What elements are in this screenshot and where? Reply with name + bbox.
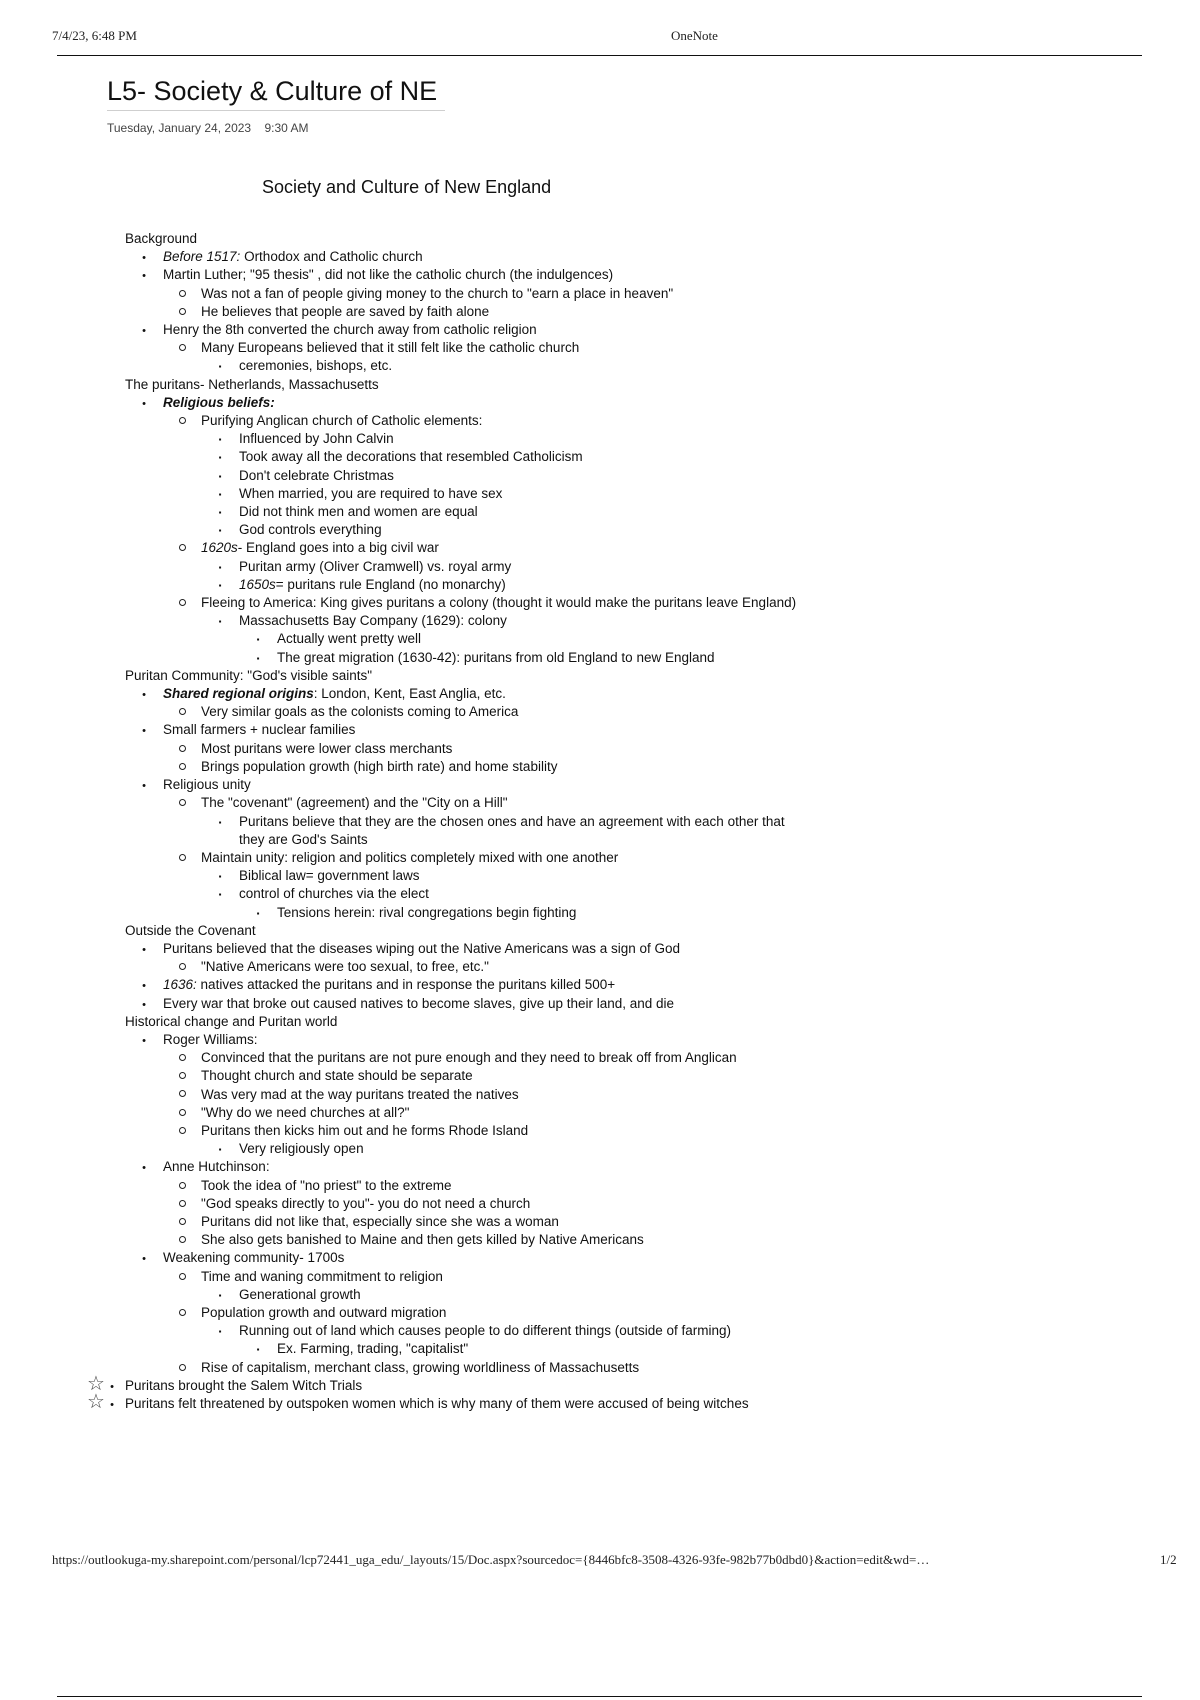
print-app-name: OneNote [671, 28, 718, 43]
outline-item-text: Puritan army (Oliver Cramwell) vs. royal army [239, 558, 512, 574]
outline-item[interactable] [125, 776, 805, 794]
outline-item-text: 1650s= puritans rule England (no monarchy) [239, 576, 506, 592]
bullet-icon [125, 976, 163, 995]
outline-item[interactable] [125, 1122, 805, 1140]
bullet-icon [163, 1268, 201, 1286]
doc-heading[interactable]: Society and Culture of New England [262, 177, 552, 197]
bullet-icon [163, 958, 201, 976]
bullet-icon [239, 630, 277, 649]
outline-item-text: Thought church and state should be separate [201, 1068, 473, 1084]
outline-item-text: The great migration (1630-42): puritans from old England to new England [277, 649, 715, 665]
bullet-icon [125, 995, 163, 1014]
bullet-icon [239, 904, 277, 923]
bullet-icon [125, 248, 163, 267]
outline-item-text: Took the idea of "no priest" to the extreme [201, 1177, 452, 1193]
outline-item-text: Outside the Covenant [125, 922, 256, 938]
outline-item[interactable] [125, 266, 805, 284]
bullet-icon [201, 1140, 239, 1159]
bullet-icon [125, 1158, 163, 1177]
outline-item[interactable] [125, 1322, 805, 1340]
outline-item-emphasis: Religious beliefs: [163, 394, 275, 410]
bullet-icon [201, 448, 239, 467]
bullet-icon [201, 813, 239, 832]
bullet-icon [125, 685, 163, 704]
bullet-icon [163, 339, 201, 357]
outline-item-text: Was very mad at the way puritans treated the natives [201, 1086, 519, 1102]
outline-item-text: Tensions herein: rival congregations begin fighting [277, 904, 577, 920]
bullet-icon [201, 867, 239, 886]
bullet-icon [163, 740, 201, 758]
outline-item-text: Fleeing to America: King gives puritans a colony (thought it would make the puritans leave England) [201, 595, 797, 611]
outline-item[interactable] [125, 849, 805, 867]
outline-item-text: Most puritans were lower class merchants [201, 740, 453, 756]
print-page-number: 1/2 [1160, 1552, 1177, 1567]
outline-item-text: When married, you are required to have sex [239, 485, 503, 501]
outline-item[interactable] [125, 1249, 805, 1267]
outline-item[interactable] [125, 1213, 805, 1231]
outline-item[interactable] [125, 357, 805, 375]
outline-item[interactable] [125, 794, 805, 812]
outline-item-text: Before 1517: Orthodox and Catholic church [163, 249, 423, 265]
outline-item[interactable] [125, 1140, 805, 1158]
outline-item[interactable] [125, 448, 805, 466]
outline-item[interactable] [125, 1158, 805, 1176]
outline-item[interactable] [125, 758, 805, 776]
outline-item-text: Puritans brought the Salem Witch Trials [125, 1377, 363, 1393]
outline-item-text: Rise of capitalism, merchant class, growing worldliness of Massachusetts [201, 1359, 640, 1375]
bullet-icon [125, 721, 163, 740]
outline-item-text: Generational growth [239, 1286, 361, 1302]
outline-item-text: Very similar goals as the colonists coming to America [201, 704, 519, 720]
bullet-icon [201, 1322, 239, 1341]
outline-item[interactable] [125, 1268, 805, 1286]
outline-item-text: Purifying Anglican church of Catholic elements: [201, 413, 483, 429]
outline-item-text: Brings population growth (high birth rate) and home stability [201, 758, 558, 774]
bullet-icon [163, 539, 201, 557]
outline-item[interactable] [125, 521, 805, 539]
outline-item-text: Ex. Farming, trading, "capitalist" [277, 1341, 469, 1357]
outline-item-text: Running out of land which causes people to do different things (outside of farming) [239, 1323, 732, 1339]
outline-item-emphasis: Before 1517: [163, 249, 241, 265]
page-title[interactable]: L5- Society & Culture of NE [107, 76, 445, 111]
bullet-icon [163, 1104, 201, 1122]
outline-item-text: Historical change and Puritan world [125, 1013, 338, 1029]
outline-item[interactable] [125, 1104, 805, 1122]
bullet-icon [201, 558, 239, 577]
bullet-icon [201, 612, 239, 631]
outline-item-text: Puritans did not like that, especially since she was a woman [201, 1213, 559, 1229]
outline-item-text: The "covenant" (agreement) and the "City on a Hill" [201, 795, 508, 811]
outline-item-text: Small farmers + nuclear families [163, 722, 356, 738]
bullet-icon [163, 1086, 201, 1104]
outline-item-text: ceremonies, bishops, etc. [239, 358, 393, 374]
outline-item[interactable] [125, 1067, 805, 1085]
outline-item-text: "God speaks directly to you"- you do not need a church [201, 1195, 531, 1211]
bullet-icon [103, 1395, 121, 1414]
outline-item-emphasis: 1636: [163, 977, 197, 993]
outline-item-text: Roger Williams: [163, 1031, 258, 1047]
outline-item-text: Anne Hutchinson: [163, 1159, 270, 1175]
outline-item-text: Very religiously open [239, 1141, 364, 1157]
outline-item-text: Maintain unity: religion and politics completely mixed with one another [201, 849, 619, 865]
outline-item[interactable] [125, 904, 805, 922]
outline-item[interactable] [125, 1049, 805, 1067]
bullet-icon [201, 467, 239, 486]
bullet-icon [163, 849, 201, 867]
bullet-icon [125, 940, 163, 959]
outline-item[interactable] [125, 303, 805, 321]
outline-item-text: 1620s- England goes into a big civil war [201, 540, 439, 556]
bullet-icon [163, 303, 201, 321]
outline-item[interactable] [125, 1195, 805, 1213]
star-tag-icon[interactable]: ☆ [87, 1372, 105, 1395]
bullet-icon [163, 1231, 201, 1249]
outline-item-text: He believes that people are saved by faith alone [201, 303, 490, 319]
outline-item-text: Puritans felt threatened by outspoken women which is why many of them were accused of being witches [125, 1396, 749, 1411]
outline-item[interactable] [125, 394, 805, 412]
outline-item-text: Was not a fan of people giving money to the church to "earn a place in heaven" [201, 285, 674, 301]
outline-item-text: She also gets banished to Maine and then gets killed by Native Americans [201, 1232, 644, 1248]
outline-item-text: Every war that broke out caused natives to become slaves, give up their land, and die [163, 995, 675, 1011]
page-datetime [107, 121, 308, 135]
outline-item[interactable] [125, 976, 805, 994]
outline-item-emphasis: 1620s [201, 540, 238, 556]
bullet-icon [163, 1067, 201, 1085]
outline-item[interactable] [125, 430, 805, 448]
outline-item[interactable] [125, 867, 805, 885]
outline-item-text: Puritans then kicks him out and he forms Rhode Island [201, 1122, 529, 1138]
outline-item-text: "Native Americans were too sexual, to free, etc." [201, 959, 489, 975]
outline-item[interactable] [125, 630, 805, 648]
outline-item[interactable] [125, 339, 805, 357]
bullet-icon [201, 503, 239, 522]
outline-item-emphasis: Shared regional origins [163, 686, 314, 702]
outline-item[interactable] [125, 612, 805, 630]
outline-item[interactable] [125, 885, 805, 903]
outline-item[interactable] [125, 667, 805, 685]
outline-item-text: Influenced by John Calvin [239, 431, 394, 447]
footer-rule [57, 1696, 1142, 1697]
outline-item-text: Population growth and outward migration [201, 1304, 447, 1320]
outline-item-text: control of churches via the elect [239, 886, 429, 902]
outline-item[interactable] [125, 485, 805, 503]
outline-item[interactable] [125, 503, 805, 521]
outline-item[interactable] [125, 995, 805, 1013]
bullet-icon [239, 649, 277, 668]
print-header [0, 0, 1200, 60]
bullet-icon [163, 794, 201, 812]
outline-item[interactable] [125, 1340, 805, 1358]
outline-item[interactable] [125, 467, 805, 485]
outline-item-text: Massachusetts Bay Company (1629): colony [239, 613, 507, 629]
star-tag-icon[interactable]: ☆ [87, 1391, 105, 1413]
outline-item-text: Biblical law= government laws [239, 868, 420, 884]
page-date: Tuesday, January 24, 2023 [107, 121, 252, 135]
bullet-icon [163, 758, 201, 776]
outline-item-text [163, 395, 275, 410]
bullet-icon [163, 1049, 201, 1067]
outline-item-text: Actually went pretty well [277, 631, 422, 647]
bullet-icon [125, 394, 163, 413]
bullet-icon [201, 885, 239, 904]
bullet-icon [201, 1286, 239, 1305]
outline-item-text: 1636: natives attacked the puritans and in response the puritans killed 500+ [163, 977, 616, 993]
bullet-icon [163, 285, 201, 303]
outline-item-text: Time and waning commitment to religion [201, 1268, 443, 1284]
outline-item[interactable] [125, 576, 805, 594]
bullet-icon [163, 1359, 201, 1377]
outline-item[interactable] [87, 1391, 805, 1413]
outline-item-text: Puritans believe that they are the chosen ones and have an agreement with each other that they are God's Saints [239, 813, 785, 847]
outline-item[interactable] [125, 940, 805, 958]
outline-item[interactable] [125, 376, 805, 394]
outline-item-text: Did not think men and women are equal [239, 504, 478, 520]
outline-item[interactable] [125, 1304, 805, 1322]
outline-item[interactable] [87, 1372, 805, 1395]
print-footer-url: https://outlookuga-my.sharepoint.com/personal/lcp72441_uga_edu/_layouts/15/Doc.aspx?sourcedoc={8446bfc8-3508-4326-93fe-982b77b0dbd0}&action=edit&wd=… [52, 1552, 930, 1567]
outline-item-text: "Why do we need churches at all?" [201, 1104, 410, 1120]
bullet-icon [163, 1122, 201, 1140]
bullet-icon [239, 1340, 277, 1359]
bullet-icon [201, 430, 239, 449]
bullet-icon [201, 485, 239, 504]
outline-item[interactable] [125, 248, 805, 266]
outline-item-text: Religious unity [163, 777, 251, 793]
outline-item-text: Puritan Community: "God's visible saints" [125, 667, 373, 683]
outline-item-text: Background [125, 231, 198, 246]
outline-item[interactable] [125, 285, 805, 303]
page-time: 9:30 AM [264, 121, 309, 135]
bullet-icon [163, 1177, 201, 1195]
bullet-icon [125, 776, 163, 795]
outline-item-text: God controls everything [239, 522, 382, 538]
outline-item[interactable] [125, 1086, 805, 1104]
outline-item-emphasis: 1650s [239, 576, 276, 592]
bullet-icon [201, 576, 239, 595]
outline-item[interactable] [125, 321, 805, 339]
outline-item-text: Don't celebrate Christmas [239, 467, 394, 483]
bullet-icon [125, 266, 163, 285]
bullet-icon [163, 1195, 201, 1213]
outline-item-text: Henry the 8th converted the church away from catholic religion [163, 322, 537, 338]
outline-item-text: Many Europeans believed that it still felt like the catholic church [201, 340, 580, 356]
bullet-icon [125, 1031, 163, 1050]
outline-item[interactable] [125, 649, 805, 667]
bullet-icon [163, 703, 201, 721]
bullet-icon [163, 1213, 201, 1231]
outline-item[interactable] [125, 1286, 805, 1304]
header-rule [57, 55, 1142, 56]
bullet-icon [201, 357, 239, 376]
outline-item[interactable] [125, 230, 805, 248]
outline-item[interactable] [125, 1031, 805, 1049]
outline-item-text: Martin Luther; "95 thesis" , did not like the catholic church (the indulgences) [163, 267, 614, 283]
outline-item[interactable] [125, 740, 805, 758]
bullet-icon [201, 521, 239, 540]
bullet-icon [125, 321, 163, 340]
outline-item[interactable] [125, 958, 805, 976]
outline-item[interactable] [125, 1359, 805, 1377]
outline-item[interactable] [125, 685, 805, 703]
outline-item[interactable] [125, 703, 805, 721]
outline-item-text: Convinced that the puritans are not pure enough and they need to break off from Anglican [201, 1050, 737, 1066]
outline-item[interactable] [125, 721, 805, 739]
print-date: 7/4/23, 6:48 PM [52, 28, 137, 43]
bullet-icon [163, 412, 201, 430]
notes-outline[interactable] [87, 230, 805, 1413]
outline-item[interactable] [125, 539, 805, 557]
outline-item[interactable] [125, 558, 805, 576]
outline-item-text: Took away all the decorations that resembled Catholicism [239, 449, 583, 465]
outline-item[interactable] [125, 1013, 805, 1031]
bullet-icon [125, 1249, 163, 1268]
outline-item[interactable] [125, 813, 805, 849]
outline-item[interactable] [125, 594, 805, 612]
bullet-icon [163, 594, 201, 612]
outline-item-text: Puritans believed that the diseases wiping out the Native Americans was a sign of God [163, 940, 681, 956]
outline-item-text: Weakening community- 1700s [163, 1250, 345, 1266]
outline-item[interactable] [125, 1231, 805, 1249]
outline-item[interactable] [125, 412, 805, 430]
outline-item[interactable] [125, 1177, 805, 1195]
bullet-icon [163, 1304, 201, 1322]
outline-item-text: The puritans- Netherlands, Massachusetts [125, 376, 379, 392]
outline-item-text: Shared regional origins: London, Kent, East Anglia, etc. [163, 686, 506, 702]
outline-item[interactable] [125, 922, 805, 940]
